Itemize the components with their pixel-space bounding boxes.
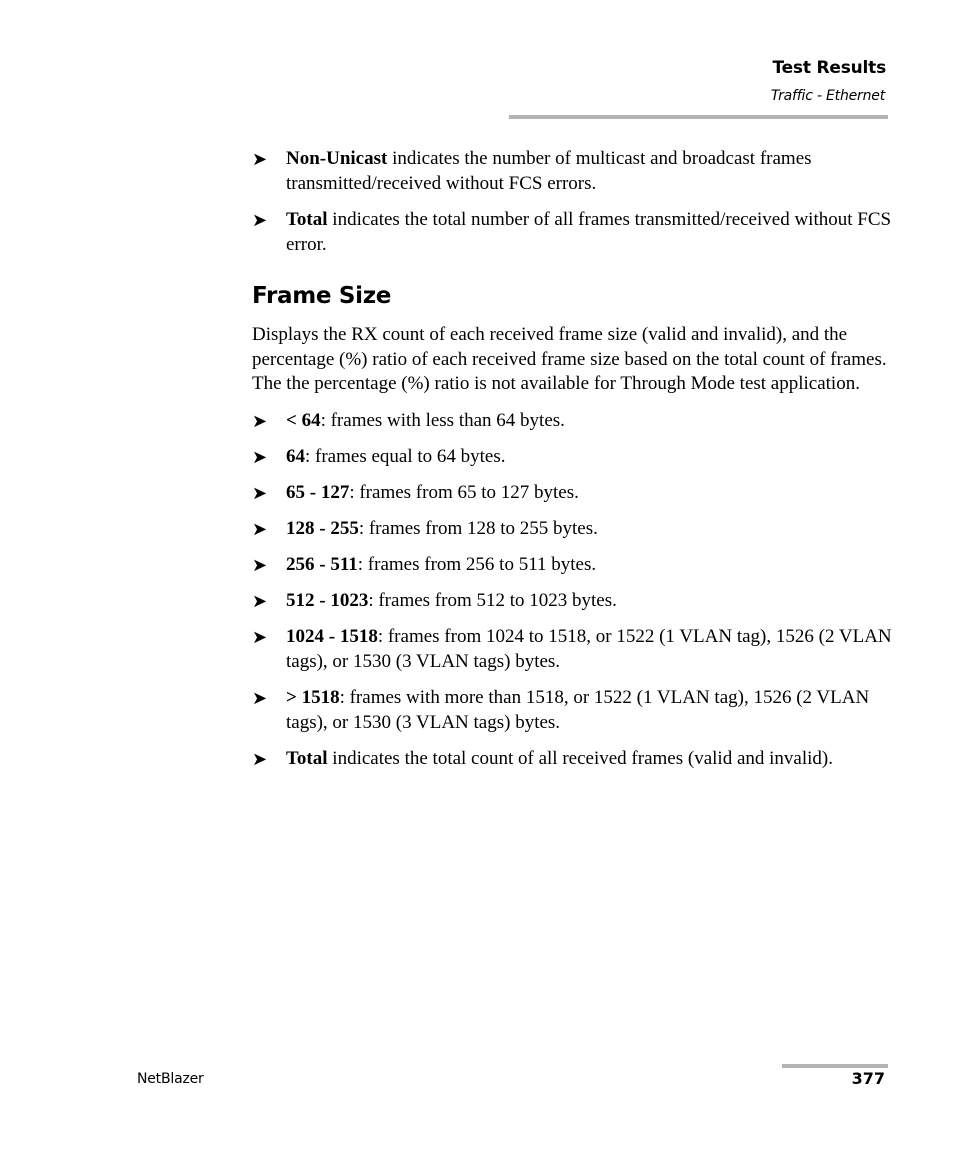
list-item-text: : frames equal to 64 bytes. [305,446,506,468]
running-header-title: Test Results [772,58,886,78]
arrowhead-bullet-icon: ➤ [252,591,268,613]
header-divider [509,115,888,119]
list-item-text: : frames from 128 to 255 bytes. [358,518,598,540]
list-item [252,516,892,541]
list-item-text: indicates the total number of all frames transmitted/received without FCS error. [286,209,892,255]
list-item-text: : frames with more than 1518, or 1522 (1 VLAN tag), 1526 (2 VLAN tags), or 1530 (3 VLAN tags) bytes. [286,687,870,734]
arrowhead-bullet-icon: ➤ [252,688,268,710]
list-item-term: > 1518 [286,687,340,709]
list-item-text: : frames from 256 to 511 bytes. [357,554,597,576]
arrowhead-bullet-icon: ➤ [252,555,268,577]
list-item-term: Total [286,209,328,230]
list-item [252,480,892,505]
arrowhead-bullet-icon: ➤ [252,749,268,771]
list-item [252,685,892,735]
list-item [252,588,892,613]
list-item-term: Non-Unicast [286,148,388,169]
list-item [252,624,892,674]
arrowhead-bullet-icon: ➤ [252,149,268,170]
list-item-term: < 64 [286,410,321,432]
list-item-term: 256 - 511 [286,554,358,576]
arrowhead-bullet-icon: ➤ [252,627,268,649]
list-item-term: 512 - 1023 [286,590,369,612]
list-item [252,552,892,577]
list-item-term: 1024 - 1518 [286,626,378,648]
arrowhead-bullet-icon: ➤ [252,483,268,505]
footer-product-name: NetBlazer [137,1071,204,1087]
list-item-text: indicates the number of multicast and broadcast frames transmitted/received without FCS errors. [286,148,812,194]
section-heading: Frame Size [252,283,392,309]
footer-divider [782,1064,888,1068]
list-item [252,746,892,771]
list-item-term: 65 - 127 [286,482,350,504]
list-item-text: : frames from 1024 to 1518, or 1522 (1 VLAN tag), 1526 (2 VLAN tags), or 1530 (3 VLAN tags) bytes. [286,626,892,673]
list-item [252,207,892,257]
list-item [252,146,892,196]
running-header-subtitle: Traffic - Ethernet [770,88,885,104]
list-item-text: : frames with less than 64 bytes. [320,410,565,432]
list-item-text: : frames from 65 to 127 bytes. [349,482,579,504]
arrowhead-bullet-icon: ➤ [252,210,268,231]
arrowhead-bullet-icon: ➤ [252,447,268,469]
intro-bullet-list [252,146,892,257]
list-item-term: 64 [286,446,305,468]
arrowhead-bullet-icon: ➤ [252,411,268,433]
section-description: Displays the RX count of each received frame size (valid and invalid), and the percentage (%) ratio of each received frame size based on the total count of frames. The the percentage (%) ratio is not available for Through Mode test application. [252,324,887,395]
list-item [252,444,892,469]
list-item-text: : frames from 512 to 1023 bytes. [368,590,617,612]
list-item-term: Total [286,748,328,770]
arrowhead-bullet-icon: ➤ [252,519,268,541]
frame-size-bullet-list [252,408,892,771]
list-item-text: indicates the total count of all received frames (valid and invalid). [327,748,833,770]
list-item [252,408,892,433]
list-item-term: 128 - 255 [286,518,359,540]
page-content [252,146,892,771]
page-number: 377 [851,1069,885,1088]
